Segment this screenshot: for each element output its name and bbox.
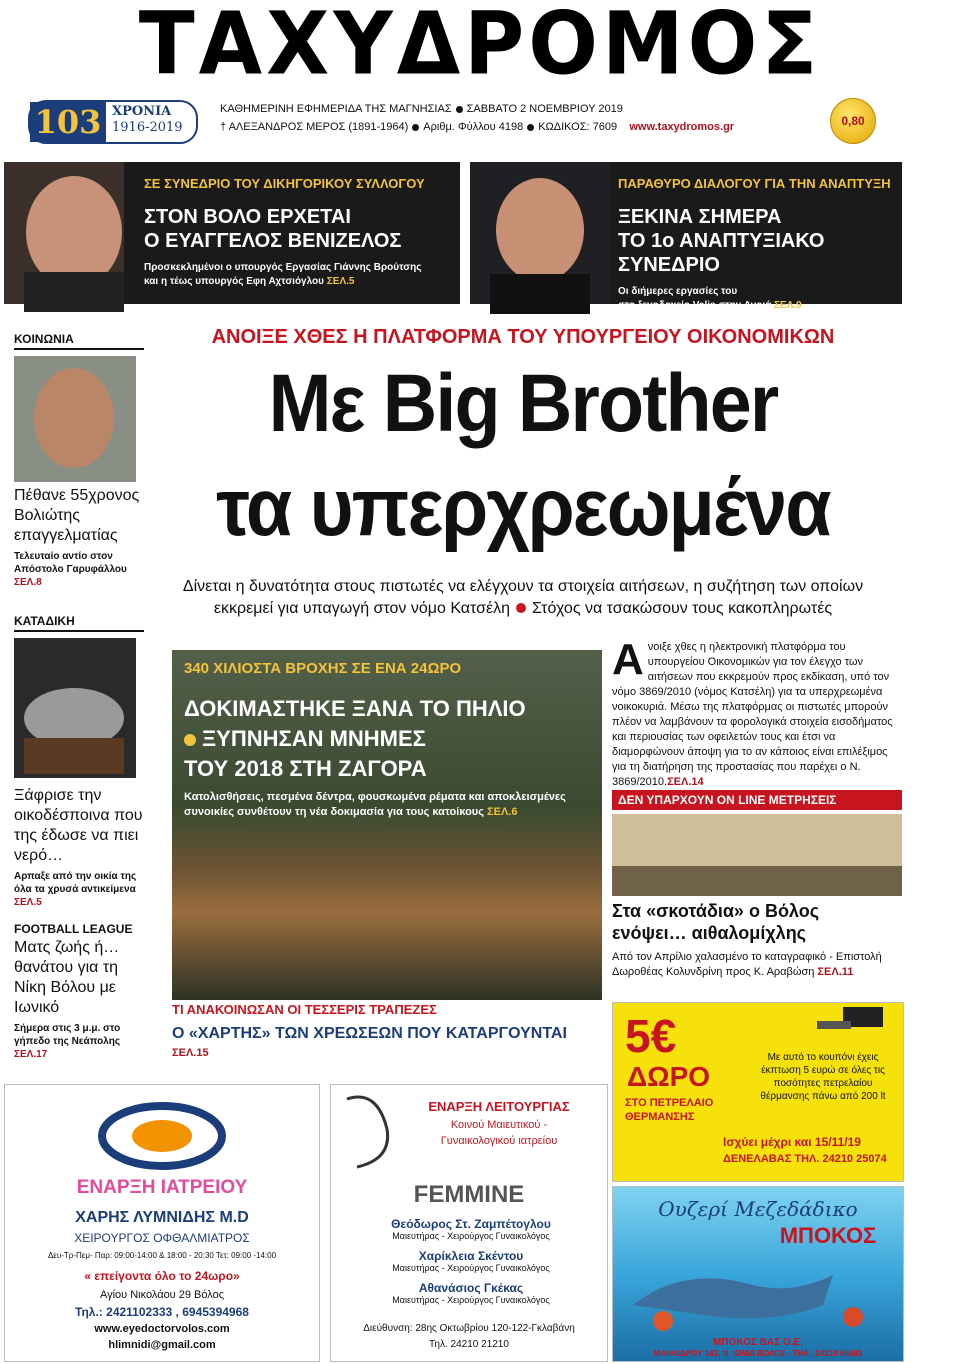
banks-story[interactable] [172,1002,602,1059]
smog-photo [612,814,902,896]
sidebar-item-conviction[interactable] [14,614,144,909]
storm-page: ΣΕΛ.6 [487,806,518,818]
founder: † ΑΛΕΞΑΝΔΡΟΣ ΜΕΡΟΣ (1891-1964) [220,121,409,133]
fem-ad-phone: Τηλ. 24210 21210 [429,1339,509,1350]
jewelry-photo [14,638,136,778]
top-story-right[interactable] [470,162,902,311]
dropcap: Α [612,635,644,684]
seafood-illustration-icon [623,1245,883,1335]
top-right-headline-1: ΞΕΚΙΝΑ ΣΗΜΕΡΑ [618,206,782,228]
website-link[interactable]: www.taxydromos.gr [629,121,735,133]
eye-ad-spec: ΧΕΙΡΟΥΡΓΟΣ ΟΦΘΑΛΜΙΑΤΡΟΣ [74,1231,250,1245]
sidebar-item-society[interactable] [14,332,144,589]
top-left-headline-1: ΣΤΟΝ ΒΟΛΟ ΕΡΧΕΤΑΙ [144,206,351,228]
storm-story[interactable] [172,650,602,1000]
main-headline-1: Με Big Brother [268,358,778,449]
fish-ad-tag: Ουζερί Μεζεδάδικο [658,1197,858,1221]
sidebar-kicker: ΚΑΤΑΔΙΚΗ [14,614,144,632]
sidebar-sub: Αρπαξε από την οικία της όλα τα χρυσά αντικείμενα [14,871,137,895]
top-story-left[interactable] [4,162,460,304]
issue-info [220,100,840,136]
storm-headline-3: ΤΟΥ 2018 ΣΤΗ ΖΑΓΟΡΑ [184,756,427,781]
paper-description: ΚΑΘΗΜΕΡΙΝΗ ΕΦΗΜΕΡΙΔΑ ΤΗΣ ΜΑΓΝΗΣΙΑΣ [220,103,452,115]
ad-ouzeri[interactable] [612,1186,904,1362]
eye-ad-title: ΕΝΑΡΞΗ ΙΑΤΡΕΙΟΥ [76,1177,248,1198]
smog-sub: Από τον Απρίλιο χαλασμένο το καταγραφικό - Επιστολή Δωροθέας Κολυνδρίνη προς Κ. Αραβώση [612,951,882,978]
fem-ad-sub-1: Κοινού Μαιευτικού - [450,1119,548,1131]
bullet-icon [184,734,196,746]
top-left-sub-2: και η τέως υπουργός Εφη Αχτσιόγλου [144,276,324,287]
ad-eye-doctor[interactable] [4,1084,320,1362]
eye-ad-web[interactable]: www.eyedoctorvolos.com [94,1323,230,1335]
top-left-kicker: ΣΕ ΣΥΝΕΔΡΙΟ ΤΟΥ ΔΙΚΗΓΟΡΙΚΟΥ ΣΥΛΛΟΓΟΥ [144,176,425,191]
eye-ad-name: ΧΑΡΗΣ ΛΥΜΝΙΔΗΣ Μ.D [75,1209,249,1226]
main-article [612,635,902,790]
smog-story[interactable] [612,900,902,980]
main-subheadline [178,576,868,620]
smog-headline-2: ενόψει… αιθαλομίχλης [612,923,807,943]
main-kicker: ΑΝΟΙΞΕ ΧΘΕΣ Η ΠΛΑΤΦΟΡΜΑ ΤΟΥ ΥΠΟΥΡΓΕΙΟΥ ΟΙΚΟΝΟΜΙΚΩΝ [211,326,835,348]
oil-ad-desc: Με αυτό το κουπόνι έχεις έκπτωση 5 ευρώ σε όλες τις ποσότητες πετρελαίου θέρμανσης πάνω από 200 lt [760,1052,886,1102]
man-photo [14,356,136,482]
sidebar-page: ΣΕΛ.5 [14,897,42,908]
top-right-page: ΣΕΛ.9 [774,300,802,311]
oil-ad-dealer: ΔΕΝΕΛΑΒΑΣ ΤΗΛ. 24210 25074 [723,1153,887,1165]
fish-ad-name: ΜΠΟΚΟΣ [779,1223,877,1248]
fem-doctor-role: Μαιευτήρας - Χειρούργος Γυναικολόγος [392,1263,550,1273]
top-left-page: ΣΕΛ.5 [326,276,355,287]
venizelos-photo [4,162,124,304]
sidebar-page: ΣΕΛ.17 [14,1049,48,1060]
top-right-headline-2: ΤΟ 1ο ΑΝΑΠΤΥΞΙΑΚΟ ΣΥΝΕΔΡΙΟ [618,230,825,276]
issue-date: ΣΑΒΒΑΤΟ 2 ΝΟΕΜΒΡΙΟΥ 2019 [466,103,623,115]
eye-ad-phone: Τηλ.: 2421102333 , 6945394968 [75,1305,249,1319]
fem-ad-brand: FEMMINE [413,1181,525,1208]
sidebar-item-football[interactable] [14,922,144,1061]
oil-ad-line-2: ΘΕΡΜΑΝΣΗΣ [625,1111,695,1123]
eye-ad-hours: Δευ-Τρ-Πεμ- Παρ: 09:00-14:00 & 18:00 - 20:30 Τετ: 09:00 -14:00 [47,1251,277,1260]
eye-ad-email[interactable]: hlimnidi@gmail.com [108,1339,216,1351]
sidebar-headline: Πέθανε 55χρονος Βολιώτης επαγγελματίας [14,487,140,544]
sidebar-headline: Ξάφρισε την οικοδέσποινα που της έδωσε να πιει νερό… [14,787,143,864]
fem-doctor-role: Μαιευτήρας - Χειρούργος Γυναικολόγος [392,1231,550,1241]
anniversary-range: 1916-2019 [112,120,183,135]
main-sub-1: Δίνεται η δυνατότητα στους πιστωτές να ελέγχουν τα στοιχεία αιτήσεων, η συζήτηση των οποίων [182,578,864,595]
masthead-title: ΤΑΧΥΔΡΟΜΟΣ [138,0,822,95]
top-left-headline-2: Ο ΕΥΑΓΓΕΛΟΣ ΒΕΝΙΖΕΛΟΣ [144,230,402,252]
main-sub-2b: Στόχος να τσακώσουν τους κακοπληρωτές [532,600,833,617]
eye-logo-icon [97,1101,227,1171]
anniversary-number: 103 [30,102,106,142]
sidebar-page: ΣΕΛ.8 [14,577,42,588]
fish-ad-company: ΜΠΟΚΟΣ ΒΑΣ Ο.Ε. [713,1337,803,1348]
smog-page: ΣΕΛ.11 [817,966,854,978]
storm-headline-1: ΔΟΚΙΜΑΣΤΗΚΕ ΞΑΝΑ ΤΟ ΠΗΛΙΟ [184,696,526,721]
top-right-sub-2: στο ξενοδοχείο Valis στην Αγριά [618,300,772,311]
ad-heating-oil-coupon[interactable] [612,1002,904,1182]
speaker-photo [470,162,610,304]
sidebar-sub: Σήμερα στις 3 μ.μ. στο γήπεδο της Νεάπολης [14,1023,121,1047]
banks-page: ΣΕΛ.15 [172,1047,209,1059]
oil-ad-valid: Ισχύει μέχρι και 15/11/19 [723,1135,861,1149]
fish-ad-address: ΜΑΙΑΝΔΡΟΥ 143, Ν. ΙΩΝΙΑ ΒΟΛΟΣ - ΤΗΛ.: 24210 66683 [653,1349,863,1358]
article-page: ΣΕΛ.14 [667,776,704,788]
bullet-icon [516,603,526,613]
fem-doctor-role: Μαιευτήρας - Χειρούργος Γυναικολόγος [392,1295,550,1305]
storm-kicker: 340 ΧΙΛΙΟΣΤΑ ΒΡΟΧΗΣ ΣΕ ΕΝΑ 24ΩΡΟ [184,660,462,677]
top-left-sub-1: Προσκεκλημένοι ο υπουργός Εργασίας Γιάννης Βρούτσης [144,262,422,273]
price-badge: 0,80 [830,98,876,144]
smog-headline-1: Στα «σκοτάδια» ο Βόλος [612,901,820,921]
top-right-sub-1: Οι διήμερες εργασίες του [618,286,738,297]
oil-ad-line-1: ΣΤΟ ΠΕΤΡΕΛΑΙΟ [625,1097,714,1109]
issue-number: Αριθμ. Φύλλου 4198 [423,121,524,133]
anniversary-badge [28,100,198,144]
main-sub-2a: εκκρεμεί για υπαγωγή στον νόμο Κατσέλη [213,600,511,617]
banks-kicker: ΤΙ ΑΝΑΚΟΙΝΩΣΑΝ ΟΙ ΤΕΣΣΕΡΙΣ ΤΡΑΠΕΖΕΣ [172,1002,437,1017]
fem-doctor-name: Θεόδωρος Στ. Ζαμπέτογλου [391,1217,551,1231]
storm-sub: Κατολισθήσεις, πεσμένα δέντρα, φουσκωμένα ρέματα και αποκλεισμένες συνοικίες συνθέτουν τη νέα δοκιμασία για τους κατοίκους [184,791,566,818]
oil-ad-gift: ΔΩΡΟ [627,1061,711,1092]
fem-ad-sub-2: Γυναικολογικού ιατρείου [440,1135,558,1147]
sidebar-kicker: ΚΟΙΝΩΝΙΑ [14,332,144,350]
oil-ad-amount: 5€ [625,1010,677,1062]
fuel-nozzle-icon [813,1007,893,1057]
fem-ad-address: Διεύθυνση: 28ης Οκτωβρίου 120-122-Γκλαβάνη [363,1323,575,1334]
smog-kicker-bar: ΔΕΝ ΥΠΑΡΧΟΥΝ ON LINE ΜΕΤΡΗΣΕΙΣ [612,790,902,810]
issue-code: ΚΩΔΙΚΟΣ: 7609 [538,121,618,133]
eye-ad-address: Αγίου Νικολάου 29 Βόλος [99,1289,225,1301]
main-headline[interactable] [206,352,841,560]
fem-doctor-name: Αθανάσιος Γκέκας [418,1281,524,1295]
ad-femmine[interactable] [330,1084,608,1362]
sidebar-sub: Τελευταίο αντίο στον Απόστολο Γαρυφάλλου [14,551,127,575]
article-body: νοιξε χθες η ηλεκτρονική πλατφόρμα του υπουργείου Οικονομικών για τον έλεγχο των αιτήσεων που εκκρεμούν προς εκδίκαση, υπό τον νόμο 3869/2010 (νόμος Κατσέλη) για τα υπερχρεωμένα νοικοκυριά. Μέσω της πλατφόρμας οι πιστωτές μπορούν πλέον να λαμβάνουν τα φορολογικά στοιχεία εισοδήματος και περιουσίας των οφειλετών τους και έτσι να διαμορφώνουν άποψη για το αν κάποιος είναι επιλέξιμος για τη διατήρηση της προστασίας που παρέχει ο Ν. 3869/2010. [612,641,893,788]
eye-ad-urgent: « επείγοντα όλο το 24ωρο» [84,1269,240,1283]
storm-headline-2: ΞΥΠΝΗΣΑΝ ΜΝΗΜΕΣ [202,726,426,751]
fem-doctor-name: Χαρίκλεια Σκέντου [418,1249,524,1263]
top-right-kicker: ΠΑΡΑΘΥΡΟ ΔΙΑΛΟΓΟΥ ΓΙΑ ΤΗΝ ΑΝΑΠΤΥΞΗ [618,176,891,191]
sidebar-headline: Ματς ζωής ή… θανάτου για τη Νίκη Βόλου με Ιωνικό [14,939,120,1016]
main-headline-2: τα υπερχρεωμένα [216,462,830,553]
sidebar-kicker: FOOTBALL LEAGUE [14,922,133,936]
fem-ad-title: ΕΝΑΡΞΗ ΛΕΙΤΟΥΡΓΙΑΣ [428,1099,570,1114]
anniversary-label: ΧΡΟΝΙΑ [112,104,172,119]
banks-headline: Ο «ΧΑΡΤΗΣ» ΤΩΝ ΧΡΕΩΣΕΩΝ ΠΟΥ ΚΑΤΑΡΓΟΥΝΤΑΙ [172,1025,567,1042]
